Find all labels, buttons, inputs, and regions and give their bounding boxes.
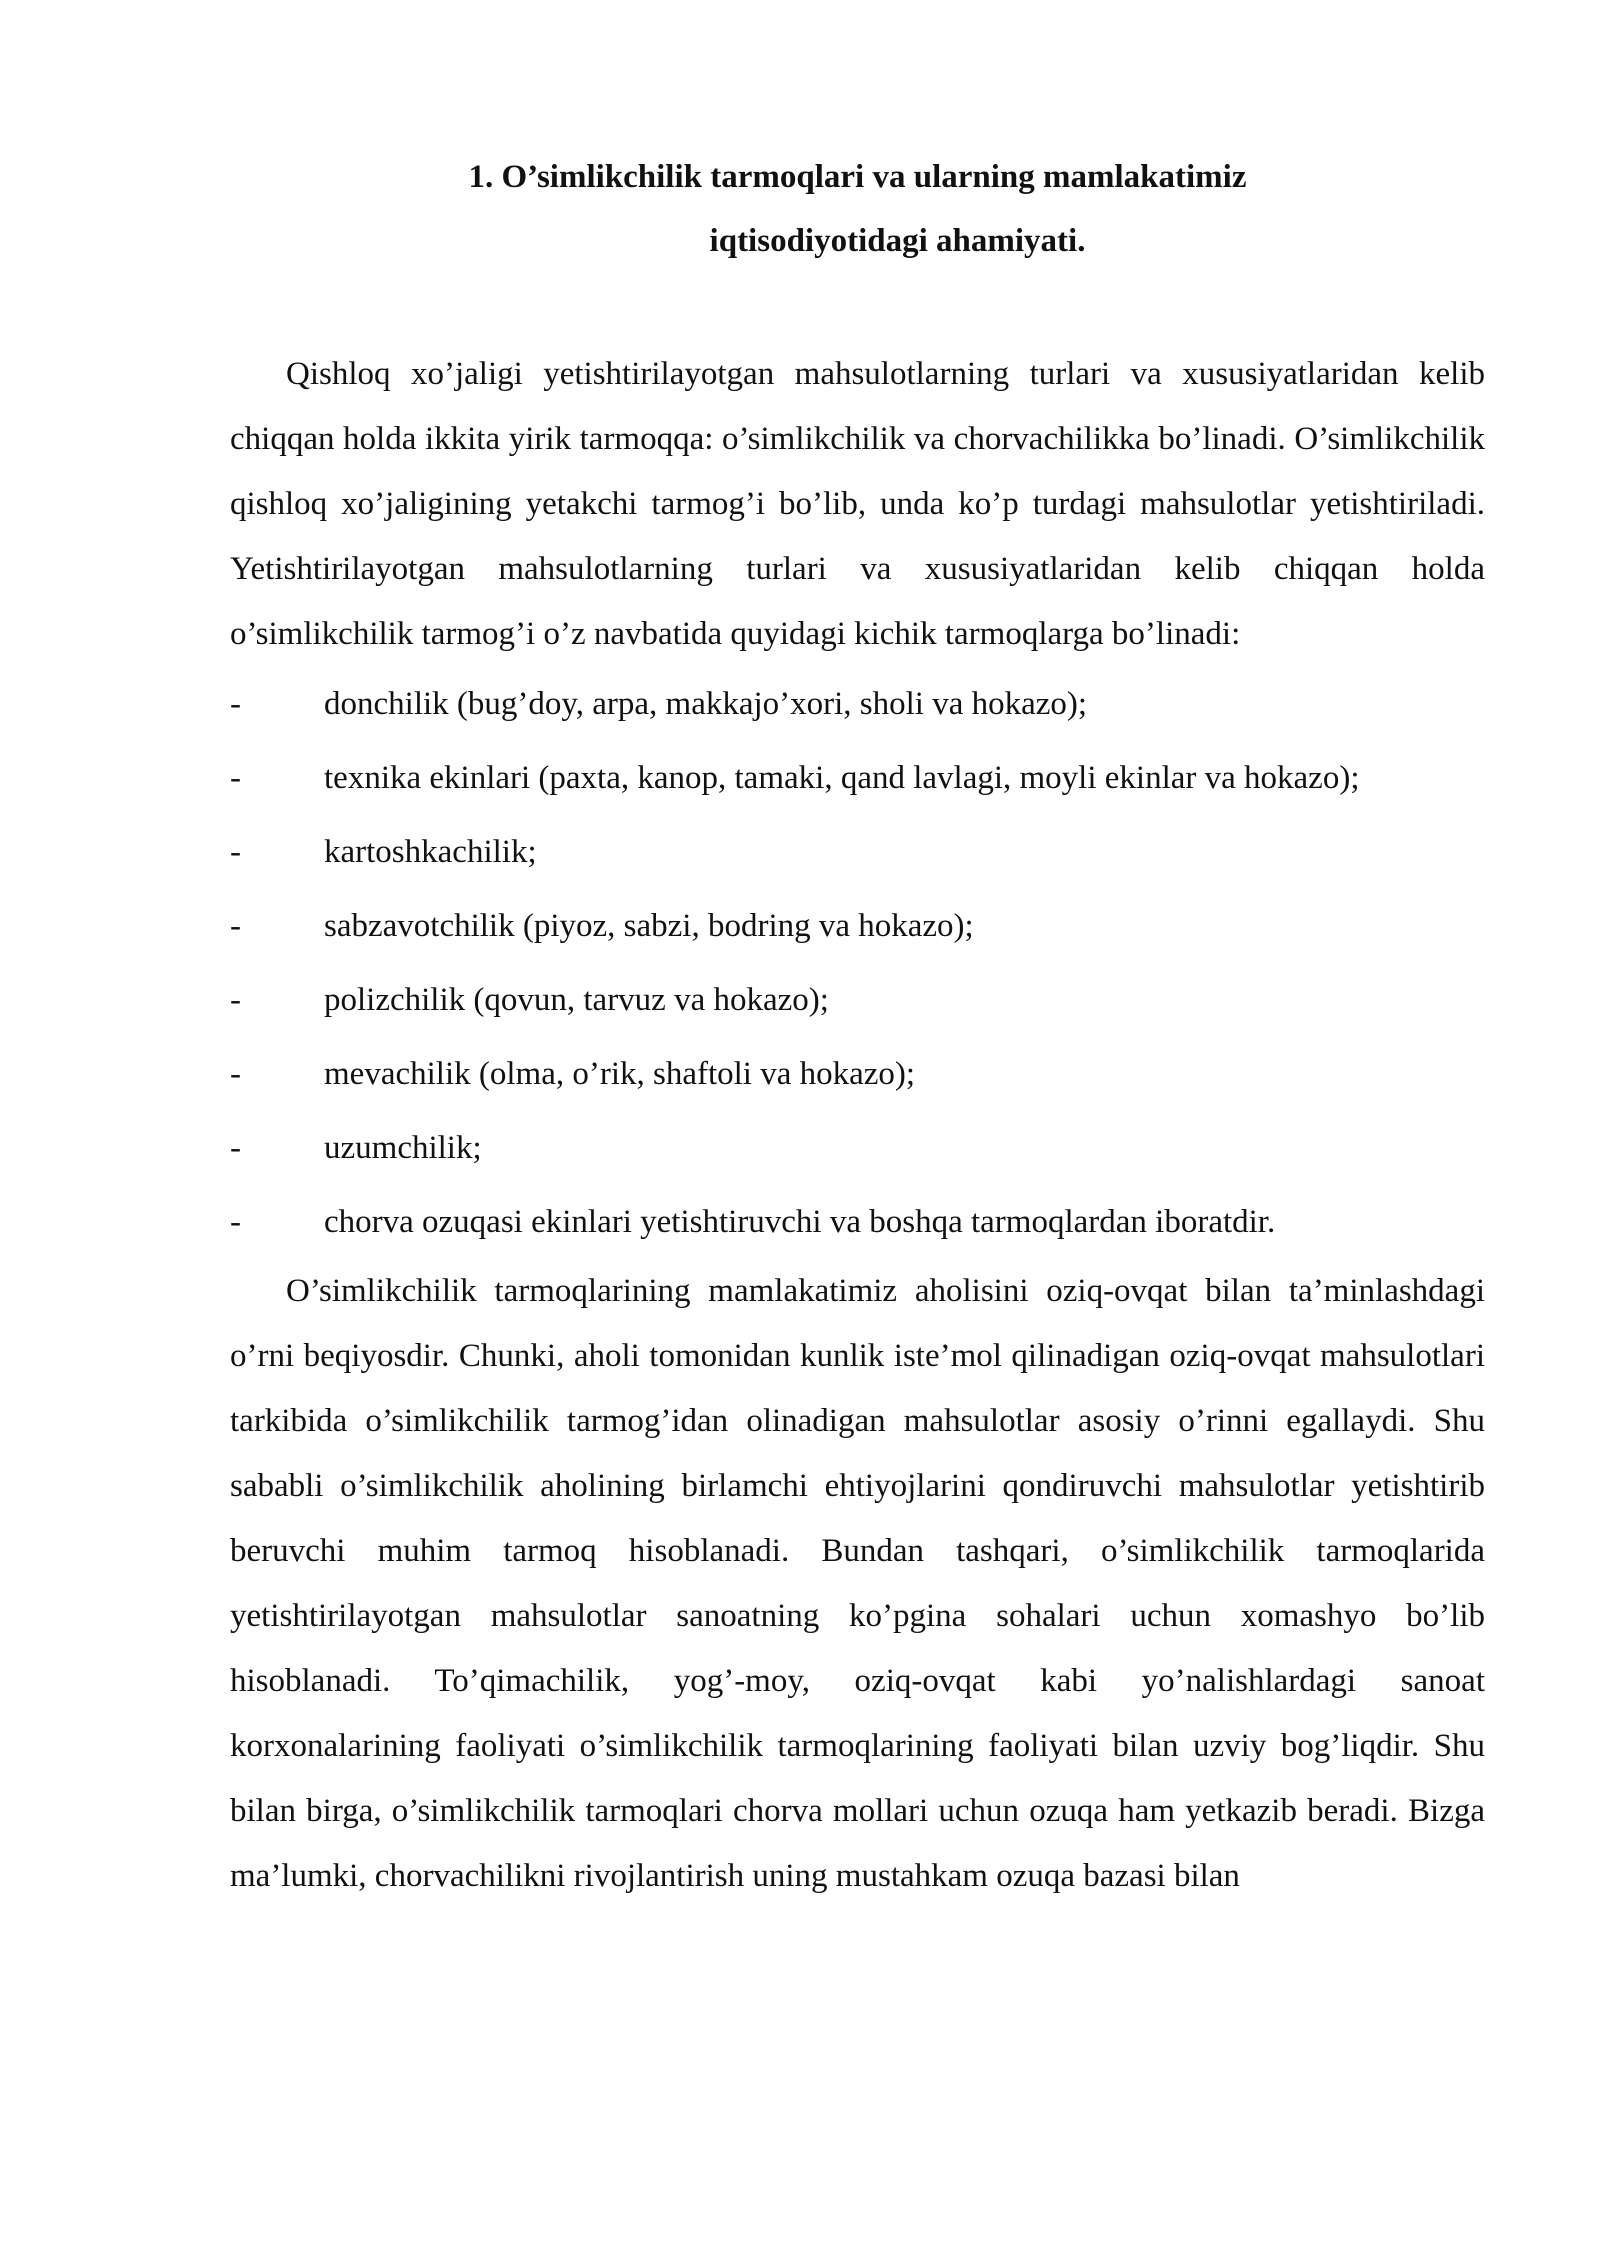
list-item (230, 815, 1485, 889)
list-marker: - (230, 686, 241, 722)
section-title-line-2: iqtisodiyotidagi ahamiyati. (709, 223, 1086, 259)
paragraph-intro: Qishloq xo’jaligi yetishtirilayotgan mahsulotlarning turlari va xususiyatlaridan kelib chiqqan holda ikkita yirik tarmoqqa: o’simlikchilik va chorvachilikka bo’linadi. O’simlikchilik qishloq xo’jaligining yetakchi tarmog’i bo’lib, unda ko’p turdagi mahsulotlar yetishtiriladi. Yetishtirilayotgan mahsulotlarning turlari va xususiyatlaridan kelib chiqqan holda o’simlikchilik tarmog’i o’z navbatida quyidagi kichik tarmoqlarga bo’linadi: (230, 356, 1485, 652)
list-item-text: donchilik (bug’doy, arpa, makkajo’xori, sholi va hokazo); (324, 686, 1088, 722)
document-page (230, 145, 1485, 1909)
list-item-text: kartoshkachilik; (324, 834, 537, 870)
title-spacer (230, 273, 1485, 342)
list-marker: - (230, 834, 241, 870)
list-item-text: texnika ekinlari (paxta, kanop, tamaki, qand lavlagi, moyli ekinlar va hokazo); (324, 760, 1360, 796)
list-marker: - (230, 1130, 241, 1166)
list-marker: - (230, 982, 241, 1018)
section-title (230, 145, 1485, 273)
list-item (230, 741, 1485, 815)
section-title-line-1: 1. O’simlikchilik tarmoqlari va ularning mamlakatimiz (468, 159, 1247, 195)
list-item-text: uzumchilik; (324, 1130, 482, 1166)
list-marker: - (230, 1056, 241, 1092)
list-item (230, 1111, 1485, 1185)
list-marker: - (230, 760, 241, 796)
list-marker: - (230, 908, 241, 944)
list-item (230, 889, 1485, 963)
list-item-text: sabzavotchilik (piyoz, sabzi, bodring va hokazo); (324, 908, 974, 944)
list-item (230, 1037, 1485, 1111)
list-item-text: polizchilik (qovun, tarvuz va hokazo); (324, 982, 829, 1018)
list-item-text: mevachilik (olma, o’rik, shaftoli va hokazo); (324, 1056, 916, 1092)
list-marker: - (230, 1204, 241, 1240)
list-item (230, 667, 1485, 741)
subsector-list (230, 667, 1485, 1259)
paragraph-importance: O’simlikchilik tarmoqlarining mamlakatimiz aholisini oziq-ovqat bilan ta’minlashdagi o’rni beqiyosdir. Chunki, aholi tomonidan kunlik iste’mol qilinadigan oziq-ovqat mahsulotlari tarkibida o’simlikchilik tarmog’idan olinadigan mahsulotlar asosiy o’rinni egallaydi. Shu sababli o’simlikchilik aholining birlamchi ehtiyojlarini qondiruvchi mahsulotlar yetishtirib beruvchi muhim tarmoq hisoblanadi. Bundan tashqari, o’simlikchilik tarmoqlarida yetishtirilayotgan mahsulotlar sanoatning ko’pgina sohalari uchun xomashyo bo’lib hisoblanadi. To’qimachilik, yog’-moy, oziq-ovqat kabi yo’nalishlardagi sanoat korxonalarining faoliyati o’simlikchilik tarmoqlarining faoliyati bilan uzviy bog’liqdir. Shu bilan birga, o’simlikchilik tarmoqlari chorva mollari uchun ozuqa ham yetkazib beradi. Bizga ma’lumki, chorvachilikni rivojlantirish uning mustahkam ozuqa bazasi bilan (230, 1273, 1485, 1894)
list-item (230, 963, 1485, 1037)
list-item (230, 1185, 1485, 1259)
list-item-text: chorva ozuqasi ekinlari yetishtiruvchi va boshqa tarmoqlardan iboratdir. (324, 1204, 1276, 1240)
